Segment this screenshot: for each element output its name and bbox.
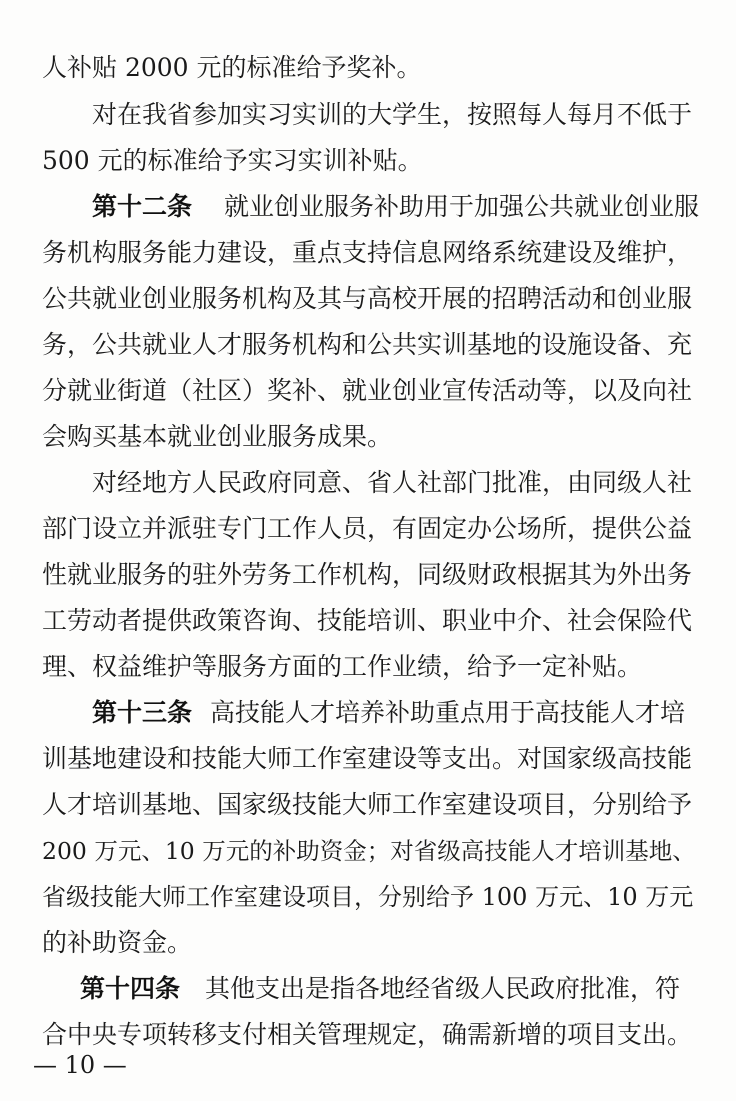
line-text: 人才培训基地、国家级技能大师工作室建设项目，分别给予 (42, 790, 693, 819)
line-text: 训基地建设和技能大师工作室建设等支出。对国家级高技能 (42, 744, 693, 773)
page-number: — 10 — (33, 1051, 127, 1079)
line-text: 对在我省参加实习实训的大学生，按照每人每月不低于 (92, 100, 693, 129)
line-text: 高技能人才培养补助重点用于高技能人才培 (210, 698, 686, 727)
line-text: 公共就业创业服务机构及其与高校开展的招聘活动和创业服 (42, 284, 693, 313)
line-text: 性就业服务的驻外劳务工作机构，同级财政根据其为外出务 (42, 560, 693, 589)
line-text: 就业创业服务补助用于加强公共就业创业服 (224, 192, 700, 221)
line-text: 500 元的标准给予实习实训补贴。 (42, 146, 423, 175)
line-text: 对经地方人民政府同意、省人社部门批准，由同级人社 (92, 468, 693, 497)
line-text: 工劳动者提供政策咨询、技能培训、职业中介、社会保险代 (42, 606, 693, 635)
article-heading-13: 第十三条 (92, 698, 193, 727)
article-heading-14: 第十四条 (80, 974, 181, 1003)
line-text: 务机构服务能力建设，重点支持信息网络系统建设及维护， (42, 238, 693, 267)
line-text: 会购买基本就业创业服务成果。 (42, 422, 393, 451)
line-text: 的补助资金。 (42, 928, 193, 957)
article-heading-12: 第十二条 (92, 192, 193, 221)
line-text: 理、权益维护等服务方面的工作业绩，给予一定补贴。 (42, 652, 643, 681)
line-text: 分就业街道（社区）奖补、就业创业宣传活动等，以及向社 (42, 376, 693, 405)
line-text: 200 万元、10 万元的补助资金；对省级高技能人才培训基地、 (42, 837, 696, 865)
line-text: 合中央专项转移支付相关管理规定，确需新增的项目支出。 (42, 1020, 693, 1049)
line-text: 省级技能大师工作室建设项目，分别给予 100 万元、10 万元 (42, 883, 694, 911)
line-text: 人补贴 2000 元的标准给予奖补。 (42, 53, 422, 82)
line-text: 务，公共就业人才服务机构和公共实训基地的设施设备、充 (42, 330, 693, 359)
line-text: 部门设立并派驻专门工作人员，有固定办公场所，提供公益 (42, 514, 693, 543)
line-text: 其他支出是指各地经省级人民政府批准，符 (205, 974, 681, 1003)
